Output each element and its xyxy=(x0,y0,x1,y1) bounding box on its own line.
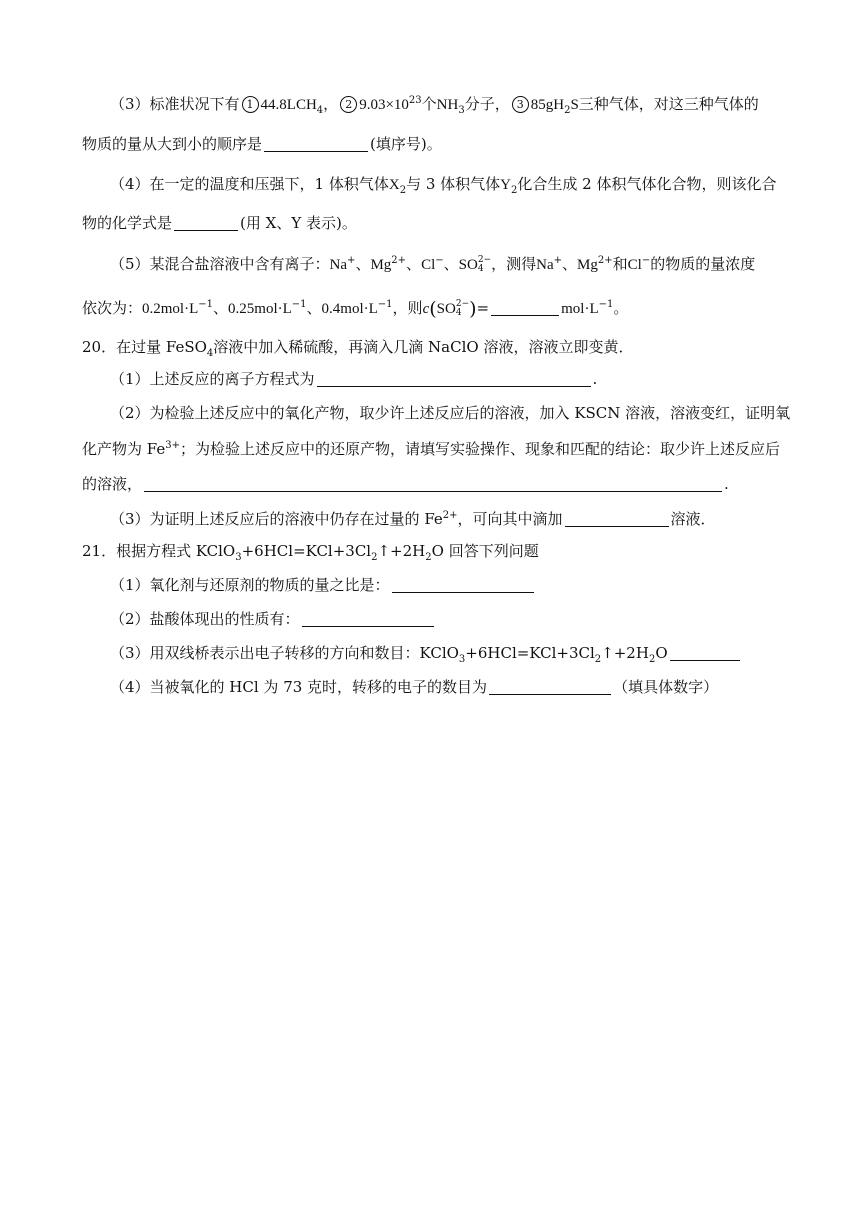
separator: 、 xyxy=(406,255,422,273)
q20-part2-line2 xyxy=(82,439,780,459)
text: ，可向其中滴加 xyxy=(457,510,563,528)
q19-part4-line2 xyxy=(82,213,357,233)
ch4-amount: 44.8LCH xyxy=(260,97,317,113)
q20-part2-line1 xyxy=(110,403,790,423)
separator: 、 xyxy=(213,299,229,317)
text: O xyxy=(655,644,668,662)
q20-part1 xyxy=(110,369,597,389)
charge: − xyxy=(641,255,651,266)
text: （1）上述反应的离子方程式为 xyxy=(110,370,315,388)
text: 21．根据方程式 KClO xyxy=(82,542,236,560)
q21-stem xyxy=(82,541,539,561)
answer-blank[interactable] xyxy=(491,300,559,316)
text: 溶液． xyxy=(670,510,716,528)
text: O 回答下列问题 xyxy=(431,542,539,560)
ion-na: Na xyxy=(536,257,554,273)
concentration-symbol: c xyxy=(422,301,430,317)
circled-number-3: 3 xyxy=(512,96,529,113)
text: 与 3 体积气体 xyxy=(406,175,501,193)
text: 。 xyxy=(613,299,629,317)
q19-part3-prefix: （3）标准状况下有 xyxy=(110,95,240,113)
concentration-na: 0.2mol·L xyxy=(142,301,199,317)
charge: 2+ xyxy=(597,255,613,266)
subscript: 3 xyxy=(235,552,242,563)
concentration-mg: 0.25mol·L xyxy=(228,301,292,317)
paren: ) xyxy=(469,298,477,320)
ion-sulfate: SO xyxy=(458,257,478,273)
text: （3）用双线桥表示出电子转移的方向和数目：KClO xyxy=(110,644,459,662)
text: （填具体数字） xyxy=(613,678,719,696)
text: 物的化学式是 xyxy=(82,214,173,232)
charge: + xyxy=(553,255,563,266)
text: ↑+2H xyxy=(377,542,426,560)
subscript: 2 xyxy=(648,654,656,665)
text: 20．在过量 FeSO xyxy=(82,338,207,356)
text: （2）为检验上述反应中的氧化产物，取少许上述反应后的溶液，加入 KSCN 溶液，溶液变红，证明氧 xyxy=(110,404,791,422)
answer-blank[interactable] xyxy=(302,611,434,627)
text: ，测得 xyxy=(491,255,537,273)
answer-blank[interactable] xyxy=(144,476,722,492)
text: （4）当被氧化的 HCl 为 73 克时，转移的电子的数目为 xyxy=(110,678,488,696)
charge: 2+ xyxy=(442,510,458,521)
text: ↑+2H xyxy=(601,644,649,662)
answer-blank[interactable] xyxy=(174,215,238,231)
nh3-count: 9.03×10 xyxy=(359,97,409,113)
subscript: 2 xyxy=(425,552,432,563)
text: S xyxy=(570,97,579,113)
charge: 2+ xyxy=(391,255,407,266)
subscript: 3 xyxy=(458,105,465,116)
text: （4）在一定的温度和压强下，1 体积气体 xyxy=(110,175,389,193)
q19-part3-line1 xyxy=(110,94,759,115)
h2s-mass: 85gH xyxy=(530,97,565,113)
text: （2）盐酸体现出的性质有： xyxy=(110,610,300,628)
subscript: 2 xyxy=(594,654,602,665)
ion-mg: Mg xyxy=(577,257,598,273)
charge: 2− xyxy=(455,299,470,309)
q21-part4 xyxy=(110,677,718,697)
ion-cl: Cl xyxy=(421,257,436,273)
charge: 2− xyxy=(477,255,492,265)
ion-na: Na xyxy=(329,257,348,273)
nh3-formula: NH xyxy=(436,97,459,113)
text: 溶液中加入稀硫酸，再滴入几滴 NaClO 溶液，溶液立即变黄． xyxy=(213,338,634,356)
ion-sulfate: SO xyxy=(436,301,456,317)
separator: 、 xyxy=(355,255,371,273)
paren: ( xyxy=(429,298,437,320)
separator: ， xyxy=(323,95,339,113)
text: 依次为： xyxy=(82,299,143,317)
subscript: 4 xyxy=(477,264,484,274)
subscript: 2 xyxy=(511,185,518,196)
text: （5）某混合盐溶液中含有离子： xyxy=(110,255,330,273)
text: （1）氧化剂与还原剂的物质的量之比是： xyxy=(110,576,390,594)
answer-blank[interactable] xyxy=(565,511,669,527)
answer-blank[interactable] xyxy=(317,371,591,387)
text: 化合生成 2 体积气体化合物，则该化合 xyxy=(517,175,777,193)
answer-blank[interactable] xyxy=(392,577,534,593)
ion-cl: Cl xyxy=(627,257,642,273)
q21-part3 xyxy=(110,643,742,663)
concentration-cl: 0.4mol·L xyxy=(321,301,378,317)
exponent: 23 xyxy=(408,95,422,106)
ion-sulfate-scripts xyxy=(478,256,491,274)
subscript: 3 xyxy=(458,654,466,665)
q19-part3-line2 xyxy=(82,134,442,154)
subscript: 4 xyxy=(316,105,324,116)
text: 分子， xyxy=(464,95,510,113)
q19-part4-line1 xyxy=(110,174,776,195)
subscript: 2 xyxy=(399,185,407,196)
equals: = xyxy=(476,299,490,317)
exponent: −1 xyxy=(598,299,614,310)
subscript: 2 xyxy=(371,552,378,563)
text: ，则 xyxy=(392,299,423,317)
text: +6HCl=KCl+3Cl xyxy=(465,644,595,662)
exponent: −1 xyxy=(377,299,393,310)
gas-x: X xyxy=(388,177,400,193)
text: ；为检验上述反应中的还原产物，请填写实验操作、现象和匹配的结论：取少许上述反应后 xyxy=(179,440,780,458)
unit: mol·L xyxy=(561,301,599,317)
separator: 、 xyxy=(562,255,578,273)
subscript: 4 xyxy=(206,348,214,359)
q20-part3 xyxy=(110,509,716,529)
text: 三种气体，对这三种气体的 xyxy=(578,95,759,113)
charge: − xyxy=(435,255,444,266)
text: 化产物为 Fe xyxy=(82,440,166,458)
circled-number-2: 2 xyxy=(340,96,357,113)
ion-mg: Mg xyxy=(370,257,392,273)
text: 物质的量从大到小的顺序是 xyxy=(82,135,263,153)
q21-part2 xyxy=(110,609,436,629)
text: 个 xyxy=(421,95,437,113)
text: 和 xyxy=(612,255,628,273)
text: （3）为证明上述反应后的溶液中仍存在过量的 Fe xyxy=(110,510,443,528)
answer-blank[interactable] xyxy=(264,136,368,152)
gas-y: Y xyxy=(500,177,512,193)
separator: 、 xyxy=(306,299,322,317)
subscript: 4 xyxy=(455,308,462,318)
separator: 、 xyxy=(443,255,459,273)
ion-sulfate-scripts xyxy=(456,300,469,318)
exponent: −1 xyxy=(198,299,214,310)
q21-part1 xyxy=(110,575,536,595)
subscript: 2 xyxy=(564,105,571,116)
q19-part5-line1 xyxy=(110,254,755,275)
charge: 3+ xyxy=(165,440,180,451)
text: . xyxy=(592,370,598,388)
answer-blank[interactable] xyxy=(670,645,740,661)
answer-blank[interactable] xyxy=(489,679,611,695)
text: (填序号)。 xyxy=(370,135,442,153)
circled-number-1: 1 xyxy=(242,96,259,113)
text: 的物质的量浓度 xyxy=(650,255,756,273)
text: 的溶液， xyxy=(82,475,143,493)
q19-part5-line2 xyxy=(82,298,628,319)
q20-stem xyxy=(82,337,633,357)
text: . xyxy=(724,475,729,493)
text: +6HCl=KCl+3Cl xyxy=(241,542,372,560)
text: (用 X、Y 表示)。 xyxy=(240,214,357,232)
charge: + xyxy=(347,255,356,266)
exponent: −1 xyxy=(291,299,307,310)
q20-part2-line3 xyxy=(82,474,729,494)
